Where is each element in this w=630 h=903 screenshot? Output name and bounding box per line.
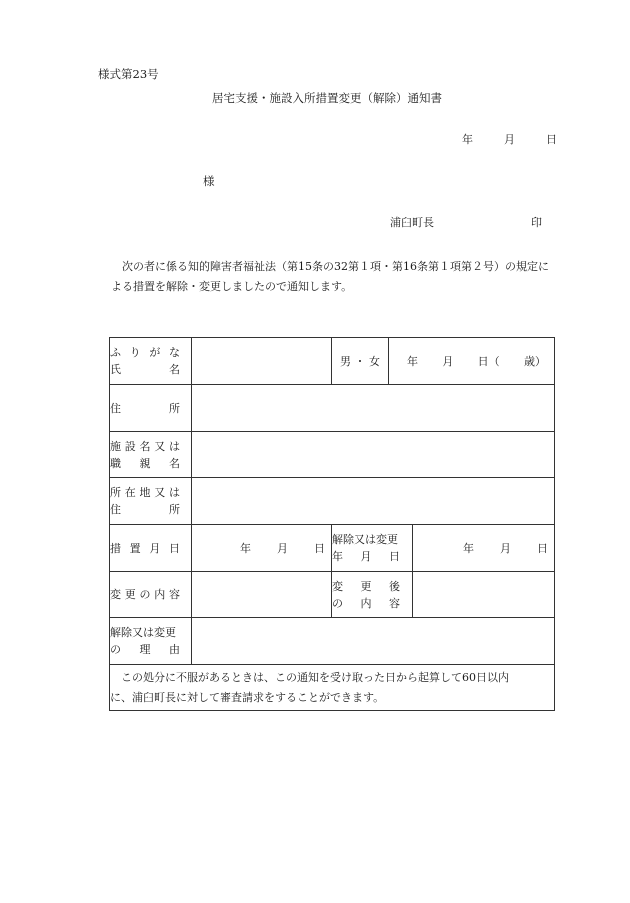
after-change-label-cell: 変 更 後 の 内 容	[332, 572, 413, 618]
facility-label-cell: 施 設 名 又 は 職 親 名	[110, 432, 192, 478]
body-text-line-2: よる措置を解除・変更しましたので通知します。	[111, 280, 353, 293]
sex-cell[interactable]: 男 ・ 女	[332, 338, 389, 385]
birth-date-cell[interactable]: 年 月 日（ 歳）	[389, 338, 555, 385]
location-value[interactable]	[192, 478, 555, 525]
address-label-cell: 住 所	[110, 385, 192, 432]
reason-label-cell: 解除又は変更 の 理 由	[110, 618, 192, 665]
name-value[interactable]	[192, 338, 332, 385]
addressee-suffix: 様	[203, 174, 215, 188]
change-date-value[interactable]: 年 月 日	[413, 525, 555, 572]
appeal-notice: この処分に不服があるときは、この通知を受け取った日から起算して60日以内 に、浦臼町長に対して審査請求をすることができます。	[110, 665, 555, 711]
location-label-cell: 所 在 地 又 は 住 所	[110, 478, 192, 525]
change-content-label-cell: 変 更 の 内 容	[110, 572, 192, 618]
name-label: 氏 名	[110, 363, 180, 376]
facility-value[interactable]	[192, 432, 555, 478]
date-year: 年	[462, 133, 473, 146]
date-line	[462, 131, 557, 147]
seal-mark: 印	[531, 216, 542, 229]
address-value[interactable]	[192, 385, 555, 432]
after-change-value[interactable]	[413, 572, 555, 618]
issuer: 浦臼町長	[390, 216, 434, 229]
document-title: 居宅支援・施設入所措置変更（解除）通知書	[212, 91, 442, 105]
reason-value[interactable]	[192, 618, 555, 665]
name-label-cell	[110, 338, 192, 385]
date-month: 月	[504, 133, 515, 146]
date-day: 日	[546, 133, 557, 146]
measure-date-value[interactable]: 年 月 日	[192, 525, 332, 572]
notice-table	[109, 337, 555, 711]
change-date-label-cell: 解除又は変更 年 月 日	[332, 525, 413, 572]
body-text-line-1: 次の者に係る知的障害者福祉法（第15条の32第１項・第16条第１項第２号）の規定に	[122, 260, 549, 273]
change-content-value[interactable]	[192, 572, 332, 618]
measure-date-label-cell: 措 置 月 日	[110, 525, 192, 572]
furigana-label: ふ り が な	[110, 346, 180, 359]
form-number: 様式第23号	[98, 67, 159, 81]
